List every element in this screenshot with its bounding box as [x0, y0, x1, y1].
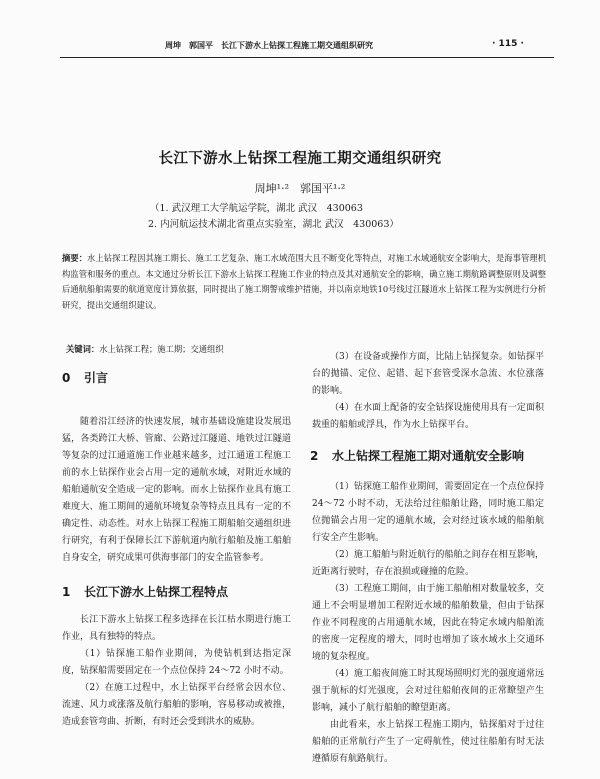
section-title: 引言: [84, 371, 109, 385]
affiliation-1: （1. 武汉理工大学航运学院，湖北 武汉 430063: [150, 203, 363, 214]
abstract-label: 摘要：: [62, 253, 88, 263]
section-title: 长江下游水上钻探工程特点: [84, 585, 229, 599]
paragraph: （4）在水面上配备的安全钻探设施使用具有一定面积载重的船舶或浮具，作为水上钻探平台。: [312, 403, 544, 430]
section-heading-1: [62, 583, 228, 600]
section-heading-2: [310, 447, 524, 464]
paragraph: 长江下游水上钻探工程多选择在长江枯水期进行施工作业，具有独特的特点。: [62, 615, 291, 642]
running-header-text: 周坤 郭国平 长江下游水上钻探工程施工期交通组织研究: [165, 41, 373, 50]
abstract: [62, 251, 546, 313]
intro-paragraph: [62, 414, 291, 567]
paragraph: 由此看来，水上钻探工程施工期内，钻探船对于过往船舶的正常航行产生了一定碍航性，使过往船舶有时无法遵循原有航路航行。: [312, 720, 544, 764]
paragraph: （2）施工船舶与附近航行的船舶之间存在相互影响，近距离行驶时，存在浪损或碰撞的危险。: [312, 550, 544, 577]
section-number: 0: [62, 371, 71, 385]
section-number: 1: [62, 585, 71, 599]
paragraph: （3）工程施工期间，由于施工船舶相对数量较多，交通上不会明显增加工程附近水域的船舶数量，但由于钻探作业不同程度的占用通航水域，因此在特定水域内船舶流的密度一定程度的增大，同时也增加了该水域水上交通环境的复杂程度。: [312, 584, 544, 662]
paragraph: （2）在施工过程中，水上钻探平台经常会因水位、流速、风力或涨落及航行船舶的影响，容易移动或被推，造成套管弯曲、折断，有时还会受到洪水的威胁。: [62, 683, 291, 727]
section-title: 水上钻探工程施工期对通航安全影响: [332, 449, 525, 463]
section-2-body: [312, 479, 544, 768]
keywords-label: 关键词：: [66, 344, 100, 354]
abstract-text: 水上钻探工程因其施工期长、施工工艺复杂、施工水域范围大且不断变化等特点，对施工水域通航安全影响大，是海事管理机构监管和服务的重点。本文通过分析长江下游水上钻探工程施工作业的特点及其对通航安全的影响，确立施工期航路调整原则及调整后通航船舶需要的航道宽度计算依据，同时提出了施工期警戒维护措施，并以南京地铁10号线过江隧道水上钻探工程为实例进行分析研究，提出交通组织建议。: [62, 253, 546, 310]
section-1-body: [62, 612, 291, 731]
paragraph: 随着沿江经济的快速发展，城市基础设施建设发展迅猛，各类跨江大桥、管廊、公路过江隧道、地铁过江隧道等复杂的过江通道施工作业越来越多，过江通道工程施工前的水上钻探作业会占用一定的通航水域，对附近水域的船舶通航安全造成一定的影响。而水上钻探作业具有施工难度大、施工期间的通航环境复杂等特点且具有一定的不确定性、动态性。对水上钻探工程施工期船舶交通组织进行研究，有利于保障长江下游航道内航行船舶及施工船舶自身安全，研究成果可供海事部门的安全监管参考。: [62, 417, 291, 563]
authors: 周坤¹·² 郭国平¹·²: [254, 182, 346, 195]
section-heading-0: [62, 369, 108, 386]
section-number: 2: [310, 449, 319, 463]
paragraph: （3）在设备或操作方面，比陆上钻探复杂。如钻探平台的抛锚、定位、起错、起下套管受深水急流、水位涨落的影响。: [312, 352, 544, 396]
header-rule: [60, 57, 554, 58]
affiliation-2: 2. 内河航运技术湖北省重点实验室，湖北 武汉 430063）: [148, 219, 399, 230]
paragraph: （1）钻探施工船作业期间，为使钻机到达指定深度，钻探船需要固定在一个点位保持 24～72 小时不动。: [62, 649, 291, 676]
page-number: · 115 ·: [492, 39, 524, 49]
paper-title: 长江下游水上钻探工程施工期交通组织研究: [158, 151, 442, 167]
keywords-text: 水上钻探工程；施工期；交通组织: [99, 344, 224, 354]
paragraph: （4）施工船夜间施工时其现场照明灯光的强度通常远强于航标的灯光强度，会对过往船舶夜间的正常瞭望产生影响，减小了航行船舶的瞭望距离。: [312, 669, 544, 713]
paragraph: （1）钻探施工船作业期间，需要固定在一个点位保持 24～72 小时不动，无法给过往船舶让路，同时施工船定位抛锚会占用一定的通航水域，会对经过该水域的船舶航行安全产生影响。: [312, 482, 544, 543]
right-column-top: [312, 349, 544, 434]
keywords: [66, 343, 224, 355]
